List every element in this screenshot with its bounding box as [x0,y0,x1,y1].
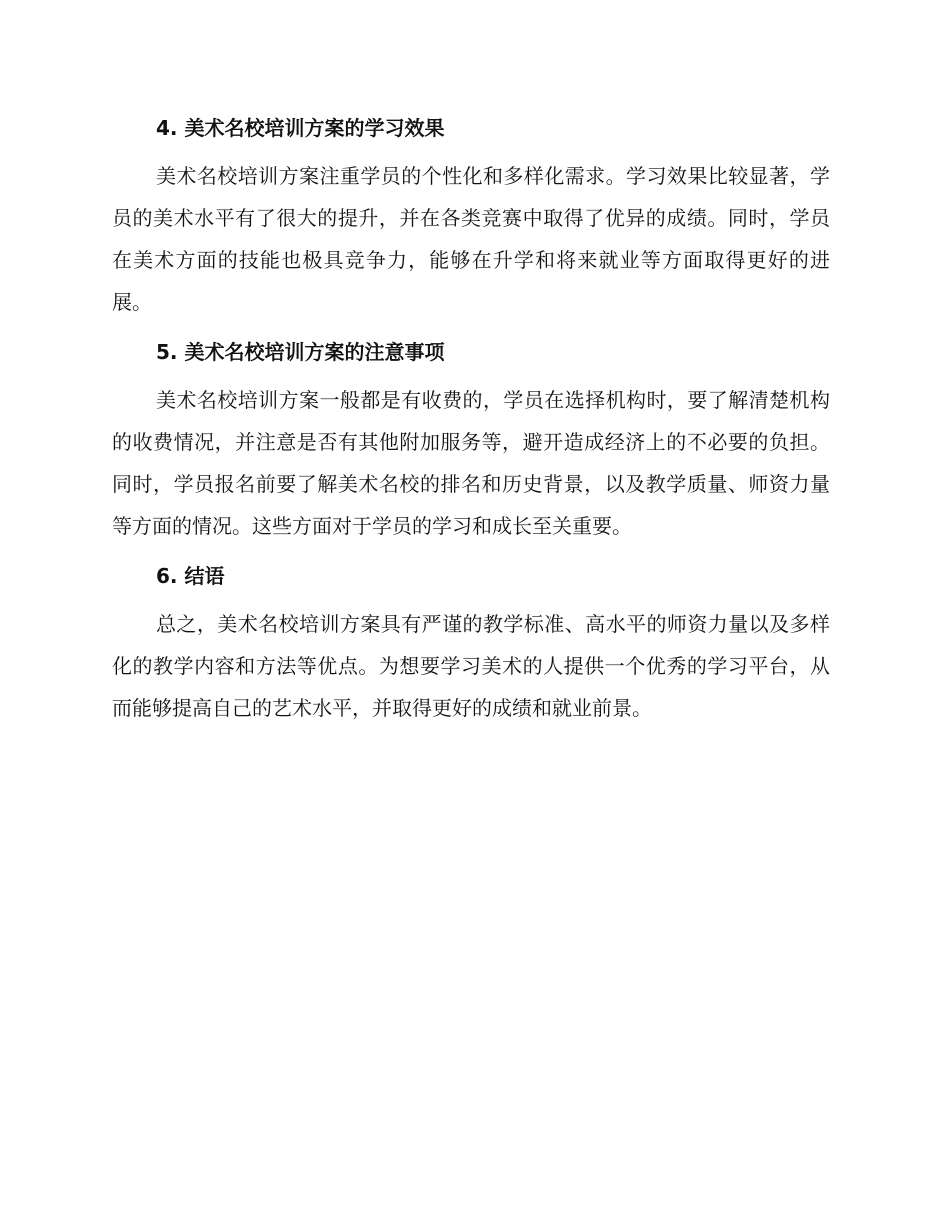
section-learning-effect [112,113,830,323]
section-notes [112,337,830,547]
section-paragraph: 美术名校培训方案一般都是有收费的，学员在选择机构时，要了解清楚机构的收费情况，并注意是否有其他附加服务等，避开造成经济上的不必要的负担。同时，学员报名前要了解美术名校的排名和历史背景，以及教学质量、师资力量等方面的情况。这些方面对于学员的学习和成长至关重要。 [112,388,830,538]
section-heading: 4. 美术名校培训方案的学习效果 [156,116,445,140]
section-conclusion [112,561,830,729]
section-paragraph: 总之，美术名校培训方案具有严谨的教学标准、高水平的师资力量以及多样化的教学内容和方法等优点。为想要学习美术的人提供一个优秀的学习平台，从而能够提高自己的艺术水平，并取得更好的成绩和就业前景。 [112,612,830,720]
section-heading: 6. 结语 [156,564,225,588]
section-heading: 5. 美术名校培训方案的注意事项 [156,340,445,364]
section-paragraph: 美术名校培训方案注重学员的个性化和多样化需求。学习效果比较显著，学员的美术水平有了很大的提升，并在各类竞赛中取得了优异的成绩。同时，学员在美术方面的技能也极具竞争力，能够在升学和将来就业等方面取得更好的进展。 [112,164,830,314]
